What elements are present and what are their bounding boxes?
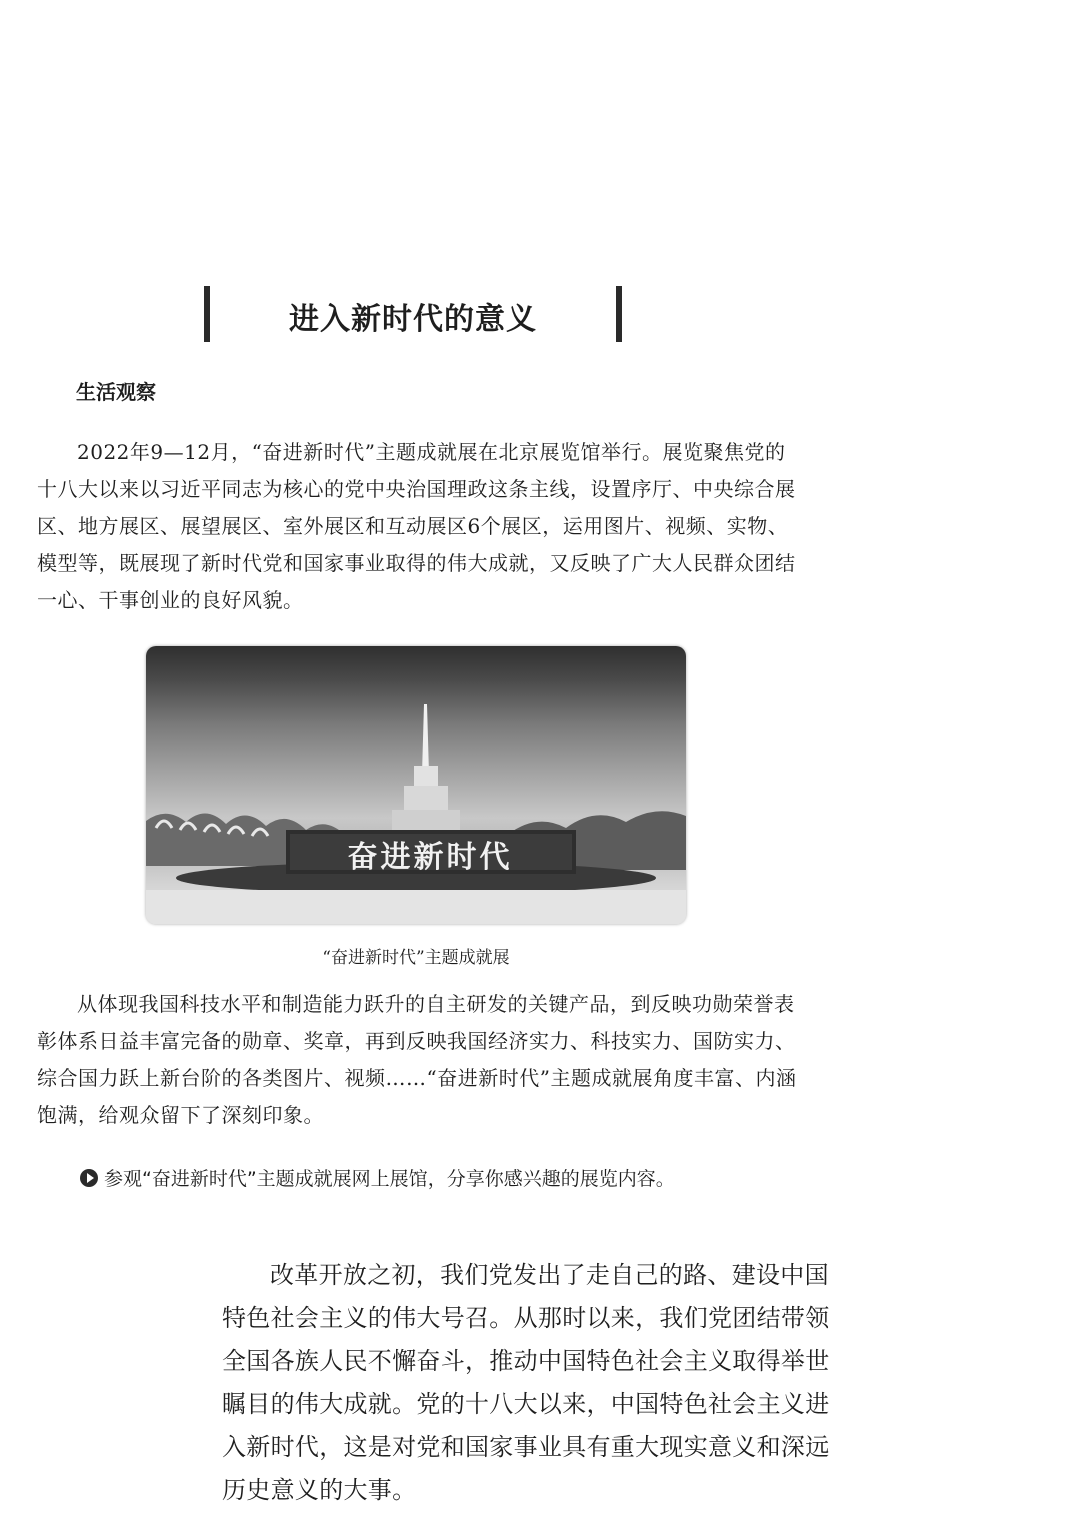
- title-bar-right: [616, 286, 622, 342]
- page-title: 进入新时代的意义: [289, 302, 537, 337]
- activity-prompt: [80, 1164, 675, 1191]
- activity-text: 参观“奋进新时代”主题成就展网上展馆，分享你感兴趣的展览内容。: [104, 1168, 675, 1190]
- paragraph-exhibits: 从体现我国科技水平和制造能力跃升的自主研发的关键产品，到反映功勋荣誉表彰体系日益丰富完备的勋章、奖章，再到反映我国经济实力、科技实力、国防实力、综合国力跃上新台阶的各类图片、视频……“奋进新时代”主题成就展角度丰富、内涵饱满，给观众留下了深刻印象。: [37, 992, 797, 1127]
- paragraph-observation: 2022年9—12月，“奋进新时代”主题成就展在北京展览馆举行。展览聚焦党的十八大以来以习近平同志为核心的党中央治国理政这条主线，设置序厅、中央综合展区、地方展区、展望展区、室外展区和互动展区6个展区，运用图片、视频、实物、模型等，既展现了新时代党和国家事业取得的伟大成就，又反映了广大人民群众团结一心、干事创业的良好风貌。: [37, 440, 796, 612]
- exhibition-photo: [146, 646, 686, 924]
- figure-caption: “奋进新时代”主题成就展: [322, 948, 510, 968]
- section-label: 生活观察: [76, 380, 156, 404]
- paragraph-main: 改革开放之初，我们党发出了走自己的路、建设中国特色社会主义的伟大号召。从那时以来，我们党团结带领全国各族人民不懈奋斗，推动中国特色社会主义取得举世瞩目的伟大成就。党的十八大以来，中国特色社会主义进入新时代，这是对党和国家事业具有重大现实意义和深远历史意义的大事。: [222, 1261, 830, 1504]
- exhibition-sign-text: 奋进新时代: [347, 840, 513, 875]
- play-circle-icon: [80, 1169, 98, 1187]
- title-block: [204, 286, 624, 342]
- exhibition-photo-illustration: [146, 646, 686, 924]
